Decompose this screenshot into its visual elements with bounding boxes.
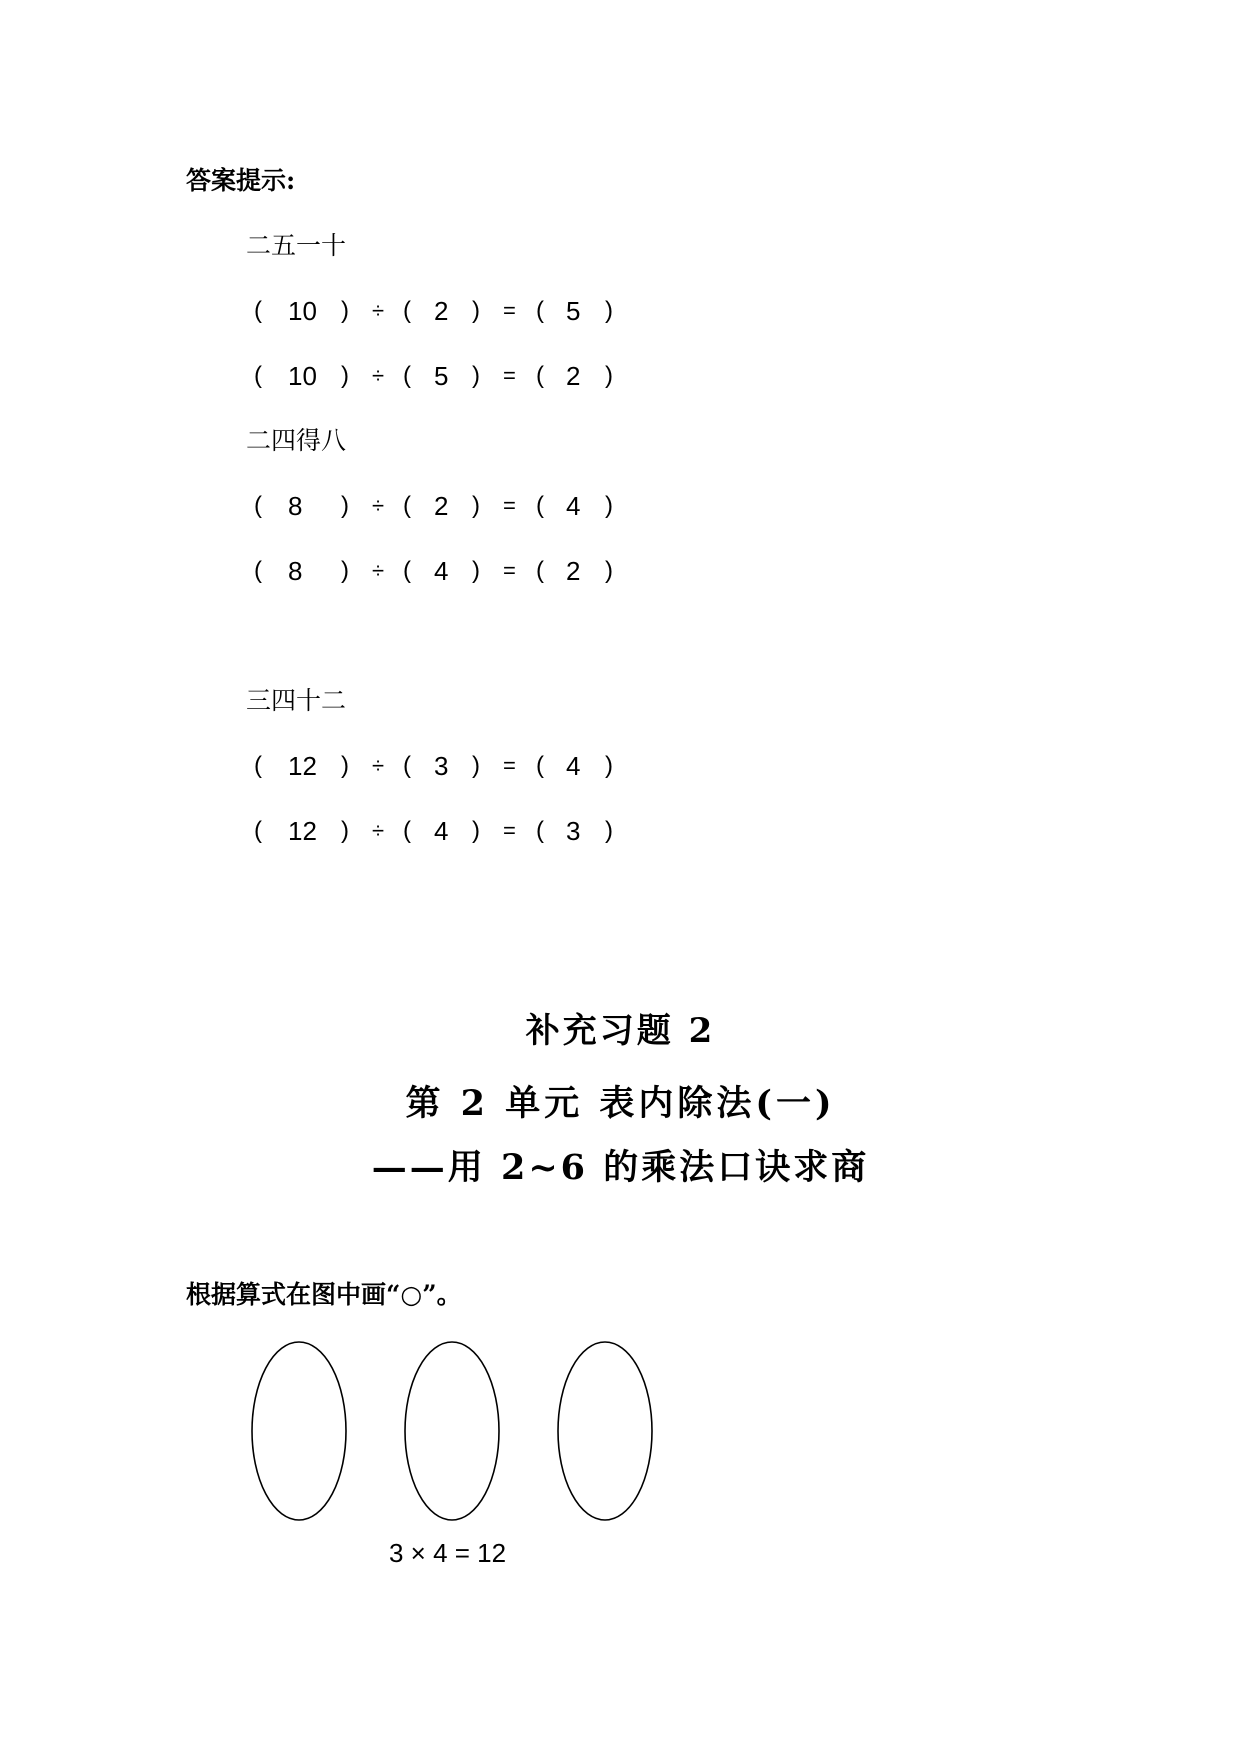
oval-2[interactable] <box>405 1342 499 1520</box>
open-paren: ( <box>254 817 262 844</box>
open-paren: ( <box>254 752 262 779</box>
divide-sign: ÷ <box>372 818 385 843</box>
close-paren: ) <box>341 297 349 324</box>
quotient: 3 <box>566 816 581 846</box>
open-paren: ( <box>403 752 411 779</box>
dividend: 8 <box>288 491 303 521</box>
close-paren: ) <box>472 557 480 584</box>
divide-sign: ÷ <box>372 493 385 518</box>
close-paren: ) <box>341 492 349 519</box>
open-paren: ( <box>403 817 411 844</box>
open-paren: ( <box>254 492 262 519</box>
dividend: 10 <box>288 296 317 326</box>
equals-sign: = <box>503 818 516 843</box>
divisor: 5 <box>434 361 449 391</box>
open-paren: ( <box>403 492 411 519</box>
close-paren: ) <box>472 362 480 389</box>
rhyme-1: 二五一十 <box>246 231 347 260</box>
divide-sign: ÷ <box>372 558 385 583</box>
close-paren: ) <box>605 557 613 584</box>
equals-sign: = <box>503 558 516 583</box>
exercise-instruction: 根据算式在图中画“○”。 <box>186 1280 462 1309</box>
open-paren: ( <box>536 297 544 324</box>
close-paren: ) <box>605 492 613 519</box>
oval-3[interactable] <box>558 1342 652 1520</box>
divide-sign: ÷ <box>372 363 385 388</box>
rhyme-2: 二四得八 <box>246 426 347 455</box>
close-paren: ) <box>341 752 349 779</box>
equals-sign: = <box>503 493 516 518</box>
divisor: 4 <box>434 556 449 586</box>
divisor: 4 <box>434 816 449 846</box>
open-paren: ( <box>254 297 262 324</box>
unit-title: 第 2 单元 表内除法(一) <box>405 1083 836 1124</box>
rhyme-3: 三四十二 <box>246 686 347 715</box>
close-paren: ) <box>605 817 613 844</box>
open-paren: ( <box>536 492 544 519</box>
dividend: 12 <box>288 816 317 846</box>
close-paren: ) <box>605 297 613 324</box>
open-paren: ( <box>254 557 262 584</box>
quotient: 5 <box>566 296 581 326</box>
quotient: 4 <box>566 751 581 781</box>
equals-sign: = <box>503 363 516 388</box>
quotient: 2 <box>566 556 581 586</box>
close-paren: ) <box>472 817 480 844</box>
divide-sign: ÷ <box>372 298 385 323</box>
open-paren: ( <box>536 557 544 584</box>
oval-1[interactable] <box>252 1342 346 1520</box>
open-paren: ( <box>254 362 262 389</box>
divisor: 2 <box>434 296 449 326</box>
equals-sign: = <box>503 298 516 323</box>
close-paren: ) <box>341 557 349 584</box>
close-paren: ) <box>472 492 480 519</box>
close-paren: ) <box>605 752 613 779</box>
close-paren: ) <box>472 297 480 324</box>
section-title: 补充习题 2 <box>525 1011 716 1051</box>
divisor: 3 <box>434 751 449 781</box>
multiplication-formula: 3 × 4 = 12 <box>389 1538 507 1568</box>
close-paren: ) <box>341 362 349 389</box>
open-paren: ( <box>536 362 544 389</box>
divisor: 2 <box>434 491 449 521</box>
section-subtitle: ——用 2~6 的乘法口诀求商 <box>371 1147 870 1188</box>
dividend: 10 <box>288 361 317 391</box>
quotient: 4 <box>566 491 581 521</box>
open-paren: ( <box>403 362 411 389</box>
divide-sign: ÷ <box>372 753 385 778</box>
dividend: 12 <box>288 751 317 781</box>
open-paren: ( <box>536 817 544 844</box>
close-paren: ) <box>605 362 613 389</box>
open-paren: ( <box>403 557 411 584</box>
close-paren: ) <box>341 817 349 844</box>
open-paren: ( <box>536 752 544 779</box>
open-paren: ( <box>403 297 411 324</box>
quotient: 2 <box>566 361 581 391</box>
close-paren: ) <box>472 752 480 779</box>
answers-label: 答案提示: <box>186 166 296 195</box>
dividend: 8 <box>288 556 303 586</box>
equals-sign: = <box>503 753 516 778</box>
